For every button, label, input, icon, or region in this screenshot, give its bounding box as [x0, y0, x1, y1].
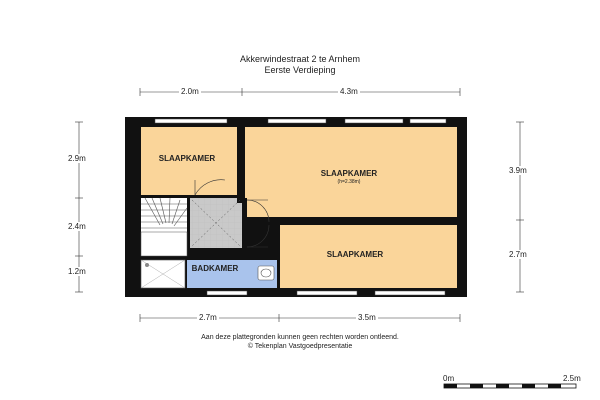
- label-bedroom-2: SLAAPKAMER: [320, 169, 378, 178]
- label-bathroom: BADKAMER: [191, 264, 239, 273]
- dim-left-top: 2.9m: [68, 154, 86, 163]
- shower-icon: [141, 260, 185, 288]
- dim-bottom-right: 3.5m: [358, 313, 376, 322]
- dim-top-right: 4.3m: [340, 87, 358, 96]
- floor-title: Eerste Verdieping: [264, 65, 336, 75]
- sink-icon: [258, 266, 274, 280]
- address-title: Akkerwindestraat 2 te Arnhem: [239, 54, 361, 64]
- label-bedroom-3: SLAAPKAMER: [326, 250, 384, 259]
- dim-bottom-left: 2.7m: [199, 313, 217, 322]
- dim-right-top: 3.9m: [509, 166, 527, 175]
- disclaimer: Aan deze plattegronden kunnen geen rechten worden ontleend.: [201, 334, 399, 341]
- scale-start-label: 0m: [443, 374, 455, 383]
- dim-left-mid: 2.4m: [68, 222, 86, 231]
- staircase: [141, 198, 187, 256]
- dim-right-bot: 2.7m: [509, 250, 527, 259]
- label-bedroom-1: SLAAPKAMER: [158, 154, 216, 163]
- label-bedroom-2-height: (h=2.38m): [337, 179, 361, 185]
- dim-top-left: 2.0m: [181, 87, 199, 96]
- scale-end-label: 2.5m: [563, 374, 581, 383]
- scale-bar: [444, 384, 576, 388]
- copyright: © Tekenplan Vastgoedpresentatie: [247, 343, 353, 350]
- dim-left-bot: 1.2m: [68, 267, 86, 276]
